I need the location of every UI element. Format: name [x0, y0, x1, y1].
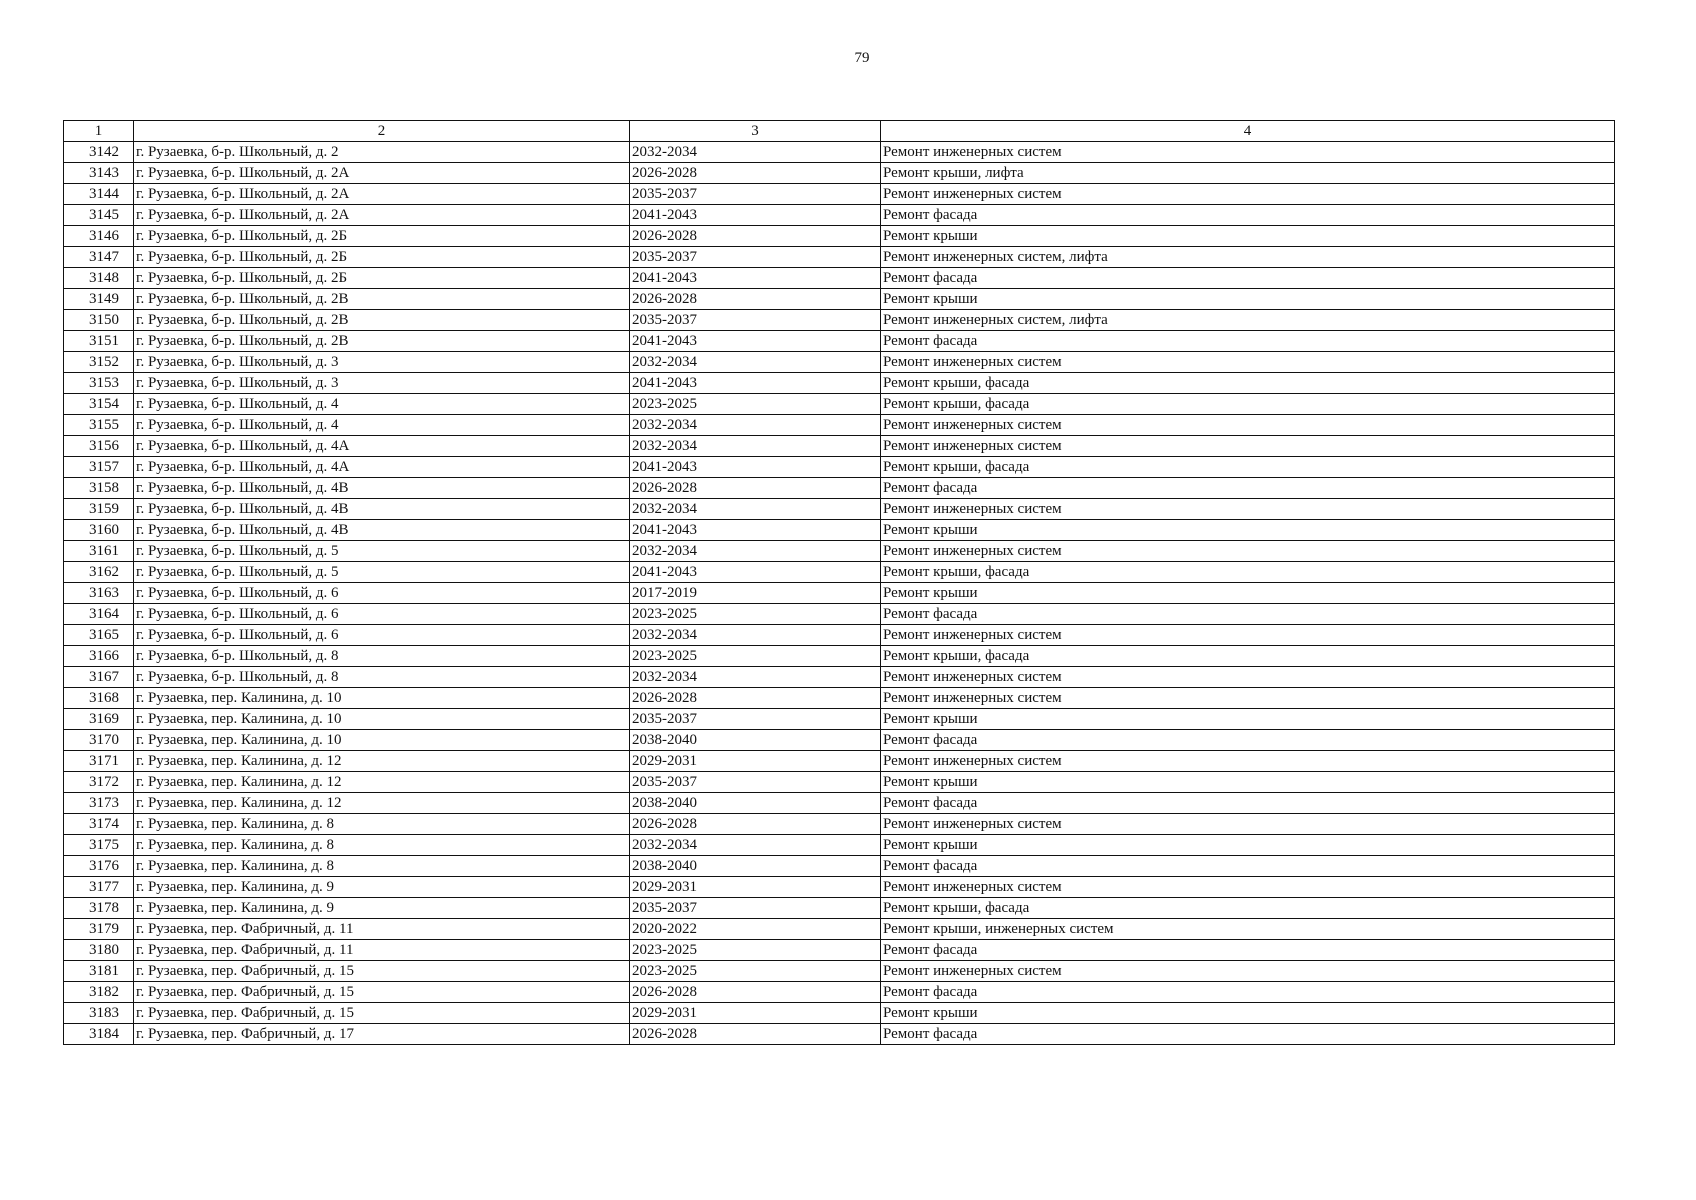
address-cell: г. Рузаевка, б-р. Школьный, д. 6 [134, 625, 630, 646]
address-cell: г. Рузаевка, б-р. Школьный, д. 5 [134, 541, 630, 562]
row-number-cell: 3147 [64, 247, 134, 268]
row-number-cell: 3184 [64, 1024, 134, 1045]
address-cell: г. Рузаевка, б-р. Школьный, д. 3 [134, 373, 630, 394]
work-type-cell: Ремонт инженерных систем [881, 751, 1615, 772]
row-number-cell: 3177 [64, 877, 134, 898]
table-row [64, 751, 1615, 772]
address-cell: г. Рузаевка, б-р. Школьный, д. 4А [134, 457, 630, 478]
table-body [64, 121, 1615, 1045]
table-row [64, 982, 1615, 1003]
address-cell: г. Рузаевка, б-р. Школьный, д. 2Б [134, 247, 630, 268]
address-cell: г. Рузаевка, б-р. Школьный, д. 4В [134, 478, 630, 499]
period-cell: 2041-2043 [630, 205, 881, 226]
address-cell: г. Рузаевка, б-р. Школьный, д. 3 [134, 352, 630, 373]
address-cell: г. Рузаевка, пер. Фабричный, д. 15 [134, 961, 630, 982]
work-type-cell: Ремонт фасада [881, 856, 1615, 877]
address-cell: г. Рузаевка, пер. Калинина, д. 12 [134, 751, 630, 772]
period-cell: 2026-2028 [630, 1024, 881, 1045]
address-cell: г. Рузаевка, б-р. Школьный, д. 2В [134, 331, 630, 352]
address-cell: г. Рузаевка, пер. Калинина, д. 10 [134, 709, 630, 730]
period-cell: 2032-2034 [630, 541, 881, 562]
period-cell: 2032-2034 [630, 415, 881, 436]
work-type-cell: Ремонт инженерных систем, лифта [881, 247, 1615, 268]
table-row [64, 247, 1615, 268]
period-cell: 2038-2040 [630, 856, 881, 877]
row-number-cell: 3146 [64, 226, 134, 247]
period-cell: 2026-2028 [630, 289, 881, 310]
row-number-cell: 3169 [64, 709, 134, 730]
period-cell: 2035-2037 [630, 310, 881, 331]
column-header-3: 3 [630, 121, 881, 142]
table-row [64, 646, 1615, 667]
work-type-cell: Ремонт крыши, фасада [881, 373, 1615, 394]
period-cell: 2035-2037 [630, 898, 881, 919]
row-number-cell: 3181 [64, 961, 134, 982]
work-type-cell: Ремонт крыши, фасада [881, 646, 1615, 667]
period-cell: 2032-2034 [630, 835, 881, 856]
table-row [64, 310, 1615, 331]
address-cell: г. Рузаевка, б-р. Школьный, д. 2Б [134, 226, 630, 247]
work-type-cell: Ремонт крыши, фасада [881, 562, 1615, 583]
table-row [64, 331, 1615, 352]
row-number-cell: 3155 [64, 415, 134, 436]
address-cell: г. Рузаевка, пер. Калинина, д. 10 [134, 688, 630, 709]
table-row [64, 415, 1615, 436]
period-cell: 2023-2025 [630, 940, 881, 961]
address-cell: г. Рузаевка, пер. Калинина, д. 8 [134, 835, 630, 856]
table-row [64, 394, 1615, 415]
table-row [64, 667, 1615, 688]
period-cell: 2026-2028 [630, 982, 881, 1003]
table-row [64, 919, 1615, 940]
work-type-cell: Ремонт фасада [881, 268, 1615, 289]
table-row [64, 583, 1615, 604]
row-number-cell: 3167 [64, 667, 134, 688]
work-type-cell: Ремонт инженерных систем, лифта [881, 310, 1615, 331]
table-row [64, 961, 1615, 982]
work-type-cell: Ремонт инженерных систем [881, 184, 1615, 205]
table-row [64, 856, 1615, 877]
period-cell: 2023-2025 [630, 646, 881, 667]
period-cell: 2026-2028 [630, 688, 881, 709]
table-row [64, 772, 1615, 793]
table-row [64, 163, 1615, 184]
work-type-cell: Ремонт крыши [881, 835, 1615, 856]
table-row [64, 205, 1615, 226]
address-cell: г. Рузаевка, б-р. Школьный, д. 2В [134, 310, 630, 331]
row-number-cell: 3151 [64, 331, 134, 352]
period-cell: 2041-2043 [630, 331, 881, 352]
address-cell: г. Рузаевка, б-р. Школьный, д. 4 [134, 394, 630, 415]
row-number-cell: 3152 [64, 352, 134, 373]
table-row [64, 730, 1615, 751]
table-row [64, 352, 1615, 373]
table-row [64, 226, 1615, 247]
row-number-cell: 3162 [64, 562, 134, 583]
row-number-cell: 3157 [64, 457, 134, 478]
period-cell: 2035-2037 [630, 772, 881, 793]
period-cell: 2029-2031 [630, 877, 881, 898]
table-row [64, 499, 1615, 520]
work-type-cell: Ремонт крыши, фасада [881, 457, 1615, 478]
row-number-cell: 3170 [64, 730, 134, 751]
address-cell: г. Рузаевка, б-р. Школьный, д. 2А [134, 184, 630, 205]
address-cell: г. Рузаевка, б-р. Школьный, д. 2А [134, 163, 630, 184]
work-type-cell: Ремонт инженерных систем [881, 961, 1615, 982]
work-type-cell: Ремонт фасада [881, 730, 1615, 751]
column-header-4: 4 [881, 121, 1615, 142]
table-row [64, 604, 1615, 625]
row-number-cell: 3160 [64, 520, 134, 541]
row-number-cell: 3161 [64, 541, 134, 562]
table-header-row [64, 121, 1615, 142]
period-cell: 2041-2043 [630, 520, 881, 541]
work-type-cell: Ремонт фасада [881, 982, 1615, 1003]
work-type-cell: Ремонт крыши [881, 1003, 1615, 1024]
row-number-cell: 3166 [64, 646, 134, 667]
address-cell: г. Рузаевка, б-р. Школьный, д. 4 [134, 415, 630, 436]
period-cell: 2032-2034 [630, 142, 881, 163]
row-number-cell: 3174 [64, 814, 134, 835]
address-cell: г. Рузаевка, б-р. Школьный, д. 6 [134, 583, 630, 604]
table-row [64, 541, 1615, 562]
table-row [64, 625, 1615, 646]
row-number-cell: 3176 [64, 856, 134, 877]
row-number-cell: 3175 [64, 835, 134, 856]
work-type-cell: Ремонт фасада [881, 604, 1615, 625]
table-row [64, 1024, 1615, 1045]
work-type-cell: Ремонт крыши, фасада [881, 394, 1615, 415]
work-type-cell: Ремонт крыши, инженерных систем [881, 919, 1615, 940]
table-row [64, 940, 1615, 961]
period-cell: 2026-2028 [630, 163, 881, 184]
address-cell: г. Рузаевка, пер. Фабричный, д. 11 [134, 919, 630, 940]
address-cell: г. Рузаевка, пер. Калинина, д. 9 [134, 877, 630, 898]
address-cell: г. Рузаевка, пер. Калинина, д. 8 [134, 856, 630, 877]
period-cell: 2023-2025 [630, 394, 881, 415]
address-cell: г. Рузаевка, пер. Калинина, д. 9 [134, 898, 630, 919]
table-row [64, 709, 1615, 730]
row-number-cell: 3182 [64, 982, 134, 1003]
address-cell: г. Рузаевка, б-р. Школьный, д. 2В [134, 289, 630, 310]
work-type-cell: Ремонт фасада [881, 478, 1615, 499]
period-cell: 2038-2040 [630, 730, 881, 751]
work-type-cell: Ремонт инженерных систем [881, 142, 1615, 163]
work-type-cell: Ремонт фасада [881, 793, 1615, 814]
period-cell: 2023-2025 [630, 961, 881, 982]
period-cell: 2035-2037 [630, 709, 881, 730]
address-cell: г. Рузаевка, б-р. Школьный, д. 8 [134, 667, 630, 688]
row-number-cell: 3148 [64, 268, 134, 289]
row-number-cell: 3156 [64, 436, 134, 457]
table-row [64, 877, 1615, 898]
row-number-cell: 3149 [64, 289, 134, 310]
period-cell: 2026-2028 [630, 478, 881, 499]
table-row [64, 373, 1615, 394]
row-number-cell: 3142 [64, 142, 134, 163]
period-cell: 2032-2034 [630, 436, 881, 457]
row-number-cell: 3173 [64, 793, 134, 814]
work-type-cell: Ремонт инженерных систем [881, 877, 1615, 898]
period-cell: 2035-2037 [630, 184, 881, 205]
table-row [64, 289, 1615, 310]
work-type-cell: Ремонт крыши [881, 709, 1615, 730]
work-type-cell: Ремонт крыши [881, 583, 1615, 604]
address-cell: г. Рузаевка, пер. Фабричный, д. 11 [134, 940, 630, 961]
row-number-cell: 3172 [64, 772, 134, 793]
period-cell: 2041-2043 [630, 562, 881, 583]
period-cell: 2032-2034 [630, 352, 881, 373]
table-row [64, 184, 1615, 205]
row-number-cell: 3158 [64, 478, 134, 499]
row-number-cell: 3164 [64, 604, 134, 625]
work-type-cell: Ремонт фасада [881, 205, 1615, 226]
row-number-cell: 3179 [64, 919, 134, 940]
row-number-cell: 3143 [64, 163, 134, 184]
table-row [64, 835, 1615, 856]
work-type-cell: Ремонт инженерных систем [881, 541, 1615, 562]
period-cell: 2041-2043 [630, 457, 881, 478]
row-number-cell: 3168 [64, 688, 134, 709]
address-cell: г. Рузаевка, б-р. Школьный, д. 8 [134, 646, 630, 667]
period-cell: 2026-2028 [630, 814, 881, 835]
work-type-cell: Ремонт крыши [881, 289, 1615, 310]
row-number-cell: 3159 [64, 499, 134, 520]
work-type-cell: Ремонт инженерных систем [881, 352, 1615, 373]
work-type-cell: Ремонт инженерных систем [881, 499, 1615, 520]
work-type-cell: Ремонт фасада [881, 1024, 1615, 1045]
period-cell: 2020-2022 [630, 919, 881, 940]
period-cell: 2032-2034 [630, 499, 881, 520]
row-number-cell: 3178 [64, 898, 134, 919]
column-header-1: 1 [64, 121, 134, 142]
table-row [64, 688, 1615, 709]
period-cell: 2017-2019 [630, 583, 881, 604]
work-type-cell: Ремонт инженерных систем [881, 625, 1615, 646]
address-cell: г. Рузаевка, б-р. Школьный, д. 5 [134, 562, 630, 583]
work-type-cell: Ремонт крыши, лифта [881, 163, 1615, 184]
work-type-cell: Ремонт крыши [881, 520, 1615, 541]
period-cell: 2032-2034 [630, 667, 881, 688]
table-row [64, 520, 1615, 541]
period-cell: 2041-2043 [630, 268, 881, 289]
table-row [64, 898, 1615, 919]
row-number-cell: 3153 [64, 373, 134, 394]
work-type-cell: Ремонт крыши [881, 226, 1615, 247]
work-type-cell: Ремонт инженерных систем [881, 688, 1615, 709]
work-type-cell: Ремонт крыши, фасада [881, 898, 1615, 919]
row-number-cell: 3144 [64, 184, 134, 205]
row-number-cell: 3183 [64, 1003, 134, 1024]
address-cell: г. Рузаевка, пер. Калинина, д. 12 [134, 793, 630, 814]
address-cell: г. Рузаевка, пер. Калинина, д. 10 [134, 730, 630, 751]
row-number-cell: 3154 [64, 394, 134, 415]
row-number-cell: 3163 [64, 583, 134, 604]
row-number-cell: 3145 [64, 205, 134, 226]
period-cell: 2038-2040 [630, 793, 881, 814]
table-row [64, 793, 1615, 814]
period-cell: 2035-2037 [630, 247, 881, 268]
address-cell: г. Рузаевка, б-р. Школьный, д. 4А [134, 436, 630, 457]
row-number-cell: 3150 [64, 310, 134, 331]
address-cell: г. Рузаевка, б-р. Школьный, д. 4В [134, 520, 630, 541]
column-header-2: 2 [134, 121, 630, 142]
row-number-cell: 3180 [64, 940, 134, 961]
address-cell: г. Рузаевка, пер. Фабричный, д. 15 [134, 982, 630, 1003]
work-type-cell: Ремонт фасада [881, 940, 1615, 961]
address-cell: г. Рузаевка, пер. Фабричный, д. 17 [134, 1024, 630, 1045]
address-cell: г. Рузаевка, б-р. Школьный, д. 4В [134, 499, 630, 520]
period-cell: 2029-2031 [630, 751, 881, 772]
work-type-cell: Ремонт инженерных систем [881, 415, 1615, 436]
period-cell: 2041-2043 [630, 373, 881, 394]
address-cell: г. Рузаевка, б-р. Школьный, д. 2Б [134, 268, 630, 289]
work-type-cell: Ремонт инженерных систем [881, 814, 1615, 835]
address-cell: г. Рузаевка, б-р. Школьный, д. 2А [134, 205, 630, 226]
period-cell: 2032-2034 [630, 625, 881, 646]
table-row [64, 142, 1615, 163]
work-type-cell: Ремонт инженерных систем [881, 436, 1615, 457]
work-type-cell: Ремонт крыши [881, 772, 1615, 793]
address-cell: г. Рузаевка, пер. Калинина, д. 8 [134, 814, 630, 835]
period-cell: 2023-2025 [630, 604, 881, 625]
table-row [64, 457, 1615, 478]
table-row [64, 478, 1615, 499]
table-row [64, 814, 1615, 835]
row-number-cell: 3171 [64, 751, 134, 772]
table-row [64, 1003, 1615, 1024]
page-number: 79 [854, 50, 870, 66]
address-cell: г. Рузаевка, пер. Фабричный, д. 15 [134, 1003, 630, 1024]
repair-schedule-table [63, 120, 1615, 1045]
row-number-cell: 3165 [64, 625, 134, 646]
table-row [64, 436, 1615, 457]
table-row [64, 562, 1615, 583]
address-cell: г. Рузаевка, б-р. Школьный, д. 6 [134, 604, 630, 625]
address-cell: г. Рузаевка, б-р. Школьный, д. 2 [134, 142, 630, 163]
table-row [64, 268, 1615, 289]
work-type-cell: Ремонт инженерных систем [881, 667, 1615, 688]
address-cell: г. Рузаевка, пер. Калинина, д. 12 [134, 772, 630, 793]
period-cell: 2029-2031 [630, 1003, 881, 1024]
work-type-cell: Ремонт фасада [881, 331, 1615, 352]
period-cell: 2026-2028 [630, 226, 881, 247]
